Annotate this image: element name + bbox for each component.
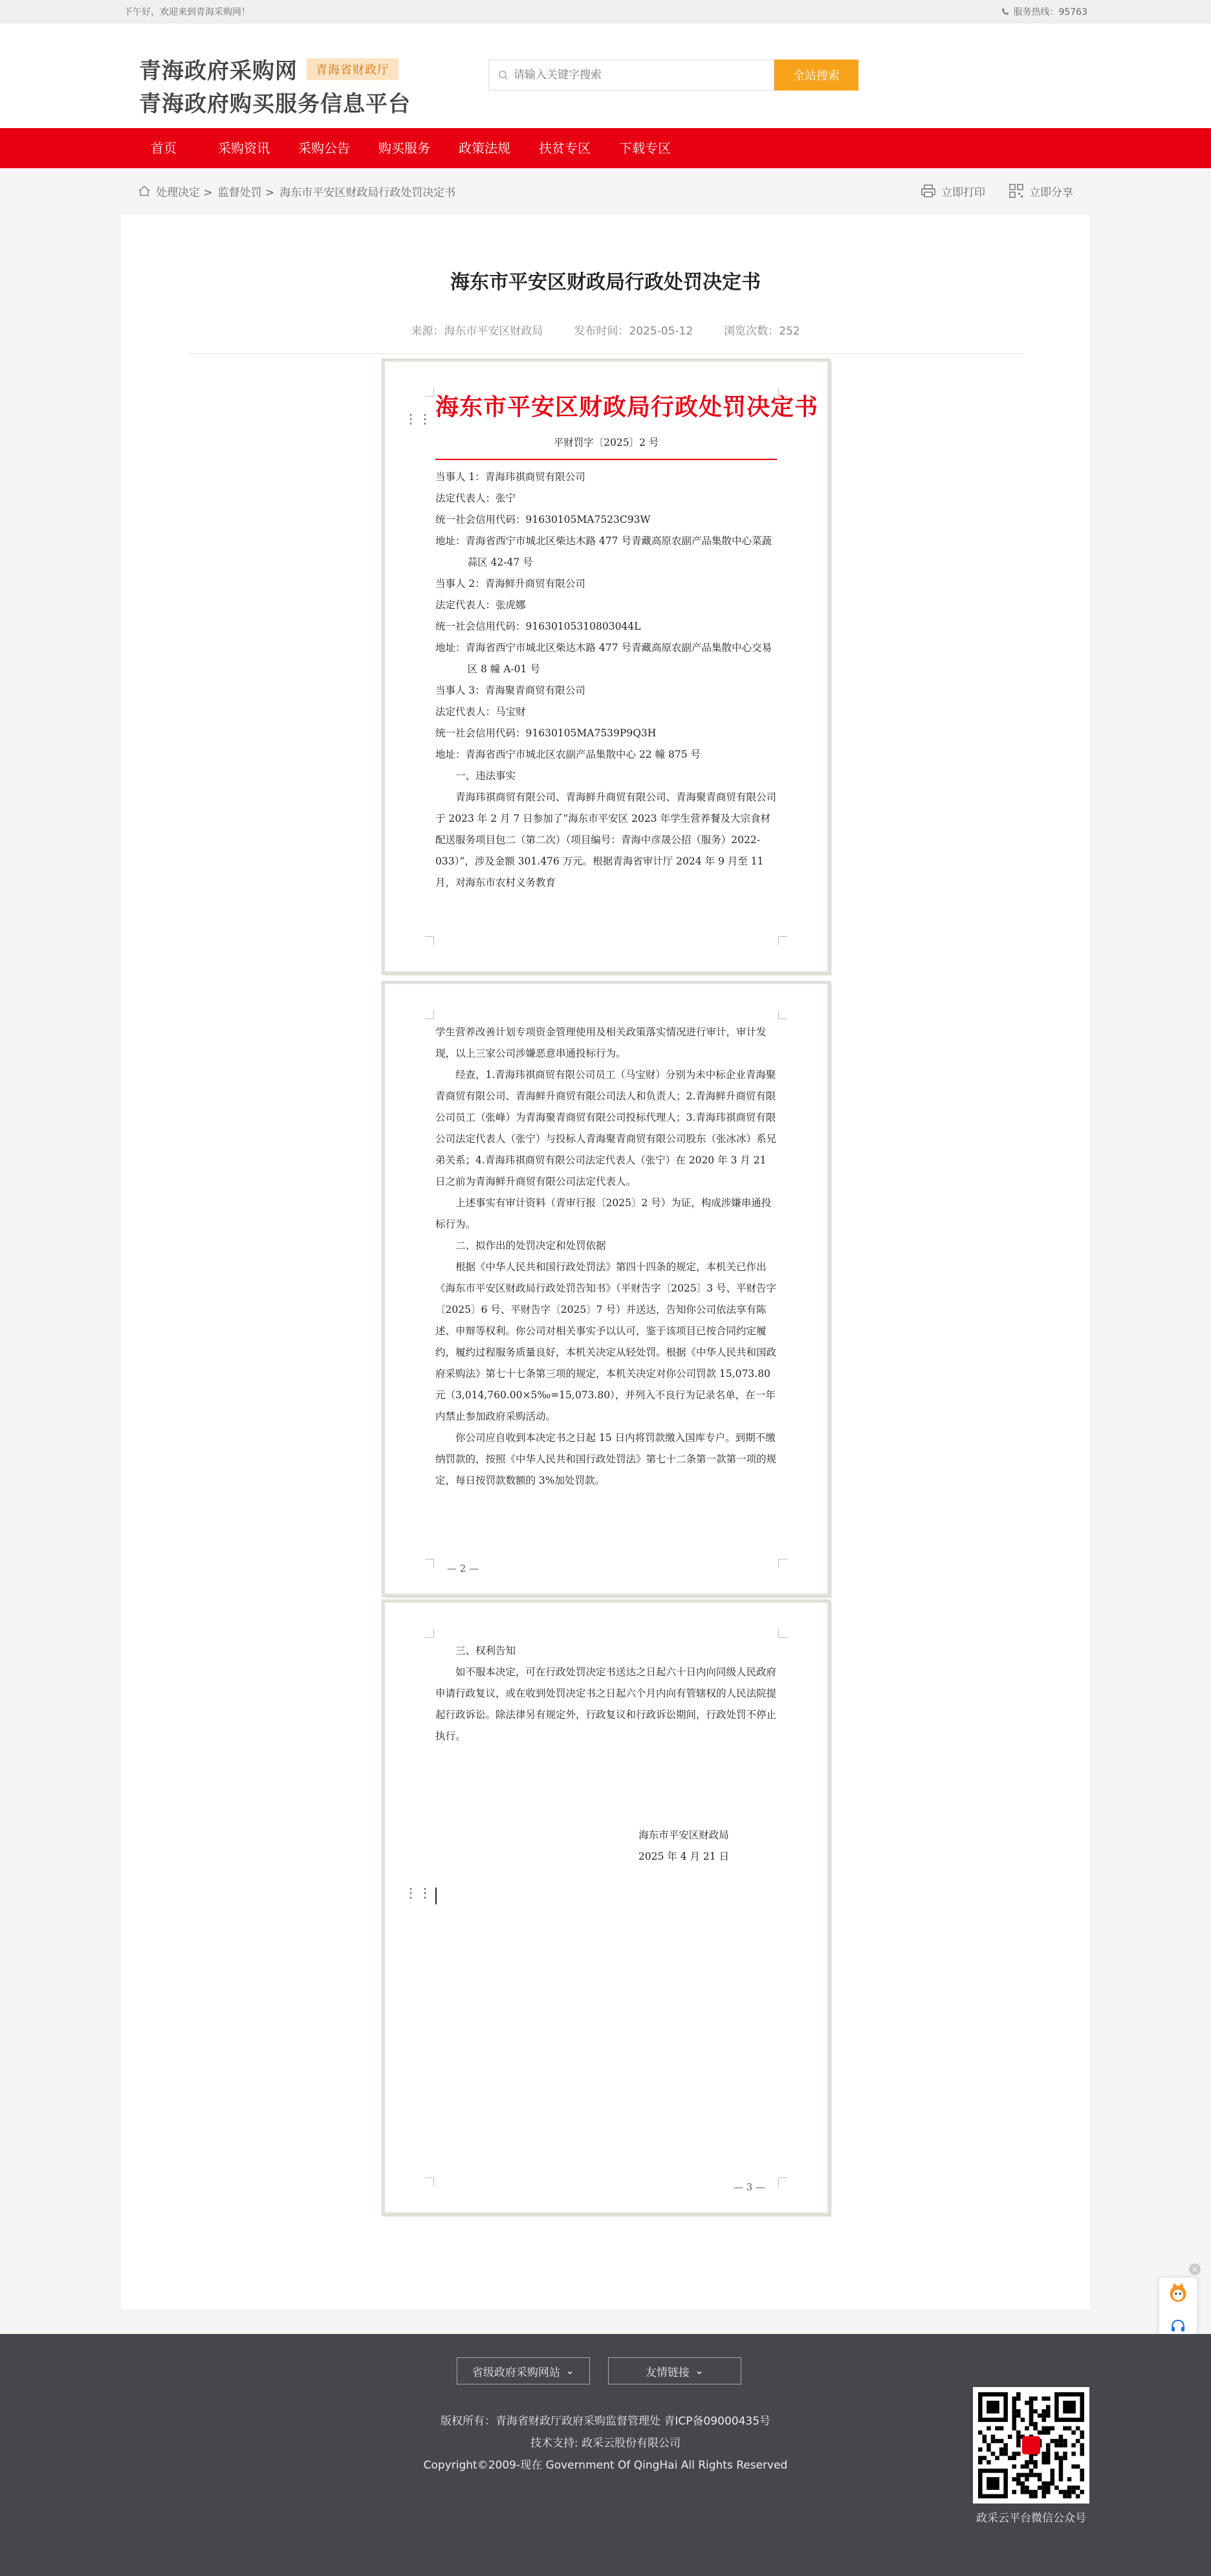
breadcrumb-item-current: 海东市平安区财政局行政处罚决定书 — [279, 186, 456, 199]
doc-paragraph: 地址：青海省西宁市城北区柴达木路 477 号青藏高原农副产品集散中心菜蔬蒜区 42-47 号 — [435, 535, 772, 568]
doc-paragraph: 经查，1.青海玮祺商贸有限公司员工（马宝财）分别为未中标企业青海聚青商贸有限公司、青海鲜升商贸有限公司法人和负责人；2.青海鲜升商贸有限公司员工（张峰）为青海聚青商贸有限公司投标代理人；3.青海玮祺商贸有限公司法定代表人（张宁）与投标人青海聚青商贸有限公司股东（张冰冰）系兄弟关系；4.青海玮祺商贸有限公司法定代表人（张宁）在 2020 年 3 月 21 日之前为青海鲜升商贸有限公司法定代表人。 — [435, 1069, 777, 1187]
page-number-3: — 3 — — [733, 2181, 765, 2193]
printer-icon — [921, 184, 936, 198]
doc-paragraph: 地址：青海省西宁市城北区农副产品集散中心 22 幢 875 号 — [435, 749, 701, 760]
drag-handle-icon-2[interactable]: ⋮⋮ — [404, 1885, 433, 1900]
page-actions — [921, 183, 1073, 199]
document-page-1 — [382, 359, 830, 974]
support-text: 技术支持: 政采云股份有限公司 — [530, 2437, 681, 2450]
signature-org: 海东市平安区财政局 — [638, 1829, 729, 1841]
doc-paragraph: 统一社会信用代码：91630105310803044L — [435, 621, 641, 632]
title-divider — [188, 353, 1023, 354]
print-button[interactable] — [921, 183, 985, 199]
page-number-2: — 2 — — [447, 1563, 479, 1574]
qrcode-caption: 政采云平台微信公众号 — [976, 2512, 1086, 2525]
friend-links-dropdown[interactable] — [608, 2357, 741, 2384]
provincial-sites-label: 省级政府采购网站 — [472, 2366, 560, 2379]
doc-page2-text — [435, 1022, 777, 1492]
doc-page3-text — [435, 1640, 777, 1747]
doc-red-line — [435, 459, 777, 460]
site-header — [0, 23, 1211, 128]
breadcrumb-item-penalties[interactable]: 监督处罚 > — [217, 186, 275, 199]
print-label: 立即打印 — [941, 186, 985, 199]
article-views: 浏览次数：252 — [724, 325, 800, 338]
nav-item-policies[interactable]: 政策法规 — [459, 140, 510, 156]
article-container — [120, 214, 1091, 2310]
doc-paragraph: 青海玮祺商贸有限公司、青海鲜升商贸有限公司、青海聚青商贸有限公司于 2023 年 2 月 7 日参加了“海东市平安区 2023 年学生营养餐及大宗食材配送服务项目包二（第二次）（项目编号：青海中彦晟公招（服务）2022-033）”，涉及金额 301.476 万元。根据青海省审计厅 2024 年 9 月至 11 月，对海东市农村义务教育 — [435, 791, 777, 888]
welcome-text: 下午好，欢迎来到青海采购网！ — [124, 7, 250, 17]
top-bar — [0, 0, 1211, 23]
breadcrumb-item-decisions[interactable]: 处理决定 > — [156, 186, 213, 199]
doc-paragraph: 上述事实有审计资料（青审行报〔2025〕2 号）为证，构成涉嫌串通投标行为。 — [435, 1197, 772, 1230]
doc-heading: 海东市平安区财政局行政处罚决定书 — [435, 393, 819, 421]
copyright-text: 版权所有：青海省财政厅政府采购监督管理处 青ICP备09000435号 — [440, 2415, 771, 2428]
doc-number: 平财罚字〔2025〕2 号 — [553, 437, 659, 448]
document-page-3 — [382, 1600, 830, 2215]
chevron-down-icon: ⌄ — [565, 2364, 575, 2377]
chevron-down-icon-2: ⌄ — [694, 2364, 704, 2377]
doc-paragraph: 地址：青海省西宁市城北区柴达木路 477 号青藏高原农副产品集散中心交易区 8 幢 A-01 号 — [435, 642, 772, 675]
provincial-sites-dropdown[interactable] — [457, 2357, 590, 2384]
logo-line2: 青海政府购买服务信息平台 — [139, 91, 411, 117]
search-button[interactable]: 全站搜索 — [774, 60, 858, 91]
doc-paragraph: 当事人 2：青海鲜升商贸有限公司 — [435, 578, 585, 589]
drag-handle-icon[interactable]: ⋮⋮ — [404, 411, 433, 426]
doc-paragraph: 法定代表人：张宁 — [435, 492, 516, 504]
float-close-icon[interactable]: × — [1189, 2263, 1201, 2275]
english-copyright: Copyright©2009-现在 Government Of QingHai All Rights Reserved — [423, 2459, 788, 2472]
doc-paragraph: 当事人 3：青海聚青商贸有限公司 — [435, 685, 585, 696]
doc-paragraph: 如不服本决定，可在行政处罚决定书送达之日起六十日内向同级人民政府申请行政复议，或在收到处罚决定书之日起六个月内向有管辖权的人民法院提起行政诉讼。除法律另有规定外，行政复议和行政诉讼期间，行政处罚不停止执行。 — [435, 1666, 777, 1742]
doc-paragraph: 你公司应自收到本决定书之日起 15 日内将罚款缴入国库专户。到期不缴纳罚款的，按照《中华人民共和国行政处罚法》第七十二条第一款第一项的规定，每日按罚款数额的 3%加处罚款。 — [435, 1432, 777, 1486]
mascot-icon[interactable] — [1167, 2282, 1189, 2304]
search-icon — [498, 70, 508, 80]
share-label: 立即分享 — [1029, 186, 1073, 199]
text-cursor — [435, 1888, 437, 1904]
document-page-2 — [382, 982, 830, 1596]
nav-item-home[interactable]: 首页 — [151, 140, 177, 156]
search-bar — [488, 60, 858, 91]
footer-copyright — [362, 2410, 849, 2476]
wechat-qrcode — [973, 2387, 1089, 2504]
doc-paragraph: 法定代表人：张虎娜 — [435, 599, 526, 611]
nav-item-downloads[interactable]: 下载专区 — [619, 140, 671, 156]
phone-icon — [1001, 8, 1009, 16]
nav-item-services[interactable]: 购买服务 — [378, 140, 430, 156]
doc-paragraph: 统一社会信用代码：91630105MA7523C93W — [435, 514, 651, 525]
footer-links — [457, 2357, 741, 2384]
article-date: 发布时间：2025-05-12 — [574, 325, 693, 338]
breadcrumb-bar — [124, 168, 1087, 214]
home-icon[interactable] — [138, 185, 151, 197]
article-meta — [121, 322, 1090, 338]
share-button[interactable] — [1009, 183, 1073, 199]
breadcrumb — [138, 183, 455, 199]
site-logo[interactable] — [139, 53, 411, 118]
logo-tag: 青海省财政厅 — [307, 58, 398, 80]
friend-links-label: 友情链接 — [645, 2366, 690, 2379]
signature-date: 2025 年 4 月 21 日 — [638, 1851, 730, 1862]
doc-paragraph: 根据《中华人民共和国行政处罚法》第四十四条的规定，本机关已作出《海东市平安区财政局行政处罚告知书》（平财告字〔2025〕3 号、平财告字〔2025〕6 号、平财告字〔2025〕7 号）并送达，告知你公司依法享有陈述、申辩等权利。你公司对相关事实予以认可，鉴于该项目已按合同约定履约，履约过程服务质量良好，本机关决定从轻处罚。根据《中华人民共和国政府采购法》第七十七条第三项的规定，本机关决定对你公司罚款 15,073.80 元（3,014,760.00×5‰=15,073.80），并列入不良行为记录名单，在一年内禁止参加政府采购活动。 — [435, 1261, 777, 1422]
hotline — [1001, 5, 1087, 18]
nav-item-announcements[interactable]: 采购公告 — [298, 140, 350, 156]
doc-paragraph: 当事人 1：青海玮祺商贸有限公司 — [435, 471, 585, 483]
site-footer — [0, 2334, 1211, 2576]
article-source: 来源：海东市平安区财政局 — [411, 325, 543, 338]
nav-item-news[interactable]: 采购资讯 — [218, 140, 270, 156]
search-box — [488, 60, 774, 91]
doc-page1-text — [435, 467, 777, 894]
nav-item-poverty[interactable]: 扶贫专区 — [539, 140, 591, 156]
doc-paragraph: 学生营养改善计划专项资金管理使用及相关政策落实情况进行审计，审计发现，以上三家公司涉嫌恶意串通投标行为。 — [435, 1026, 767, 1059]
doc-paragraph: 一、违法事实 — [455, 770, 516, 782]
qrcode-icon — [1009, 183, 1024, 199]
main-nav — [0, 128, 1211, 168]
doc-paragraph: 法定代表人：马宝财 — [435, 706, 526, 718]
doc-paragraph: 二、拟作出的处罚决定和处罚依据 — [455, 1240, 606, 1251]
logo-line1: 青海政府采购网 — [139, 58, 298, 84]
doc-paragraph: 统一社会信用代码：91630105MA7539P9Q3H — [435, 727, 657, 739]
search-input[interactable] — [514, 69, 759, 82]
article-title: 海东市平安区财政局行政处罚决定书 — [450, 271, 761, 294]
hotline-text: 服务热线：95763 — [1013, 7, 1087, 17]
qrcode-image — [978, 2392, 1084, 2498]
doc-paragraph: 三、权利告知 — [455, 1645, 516, 1657]
